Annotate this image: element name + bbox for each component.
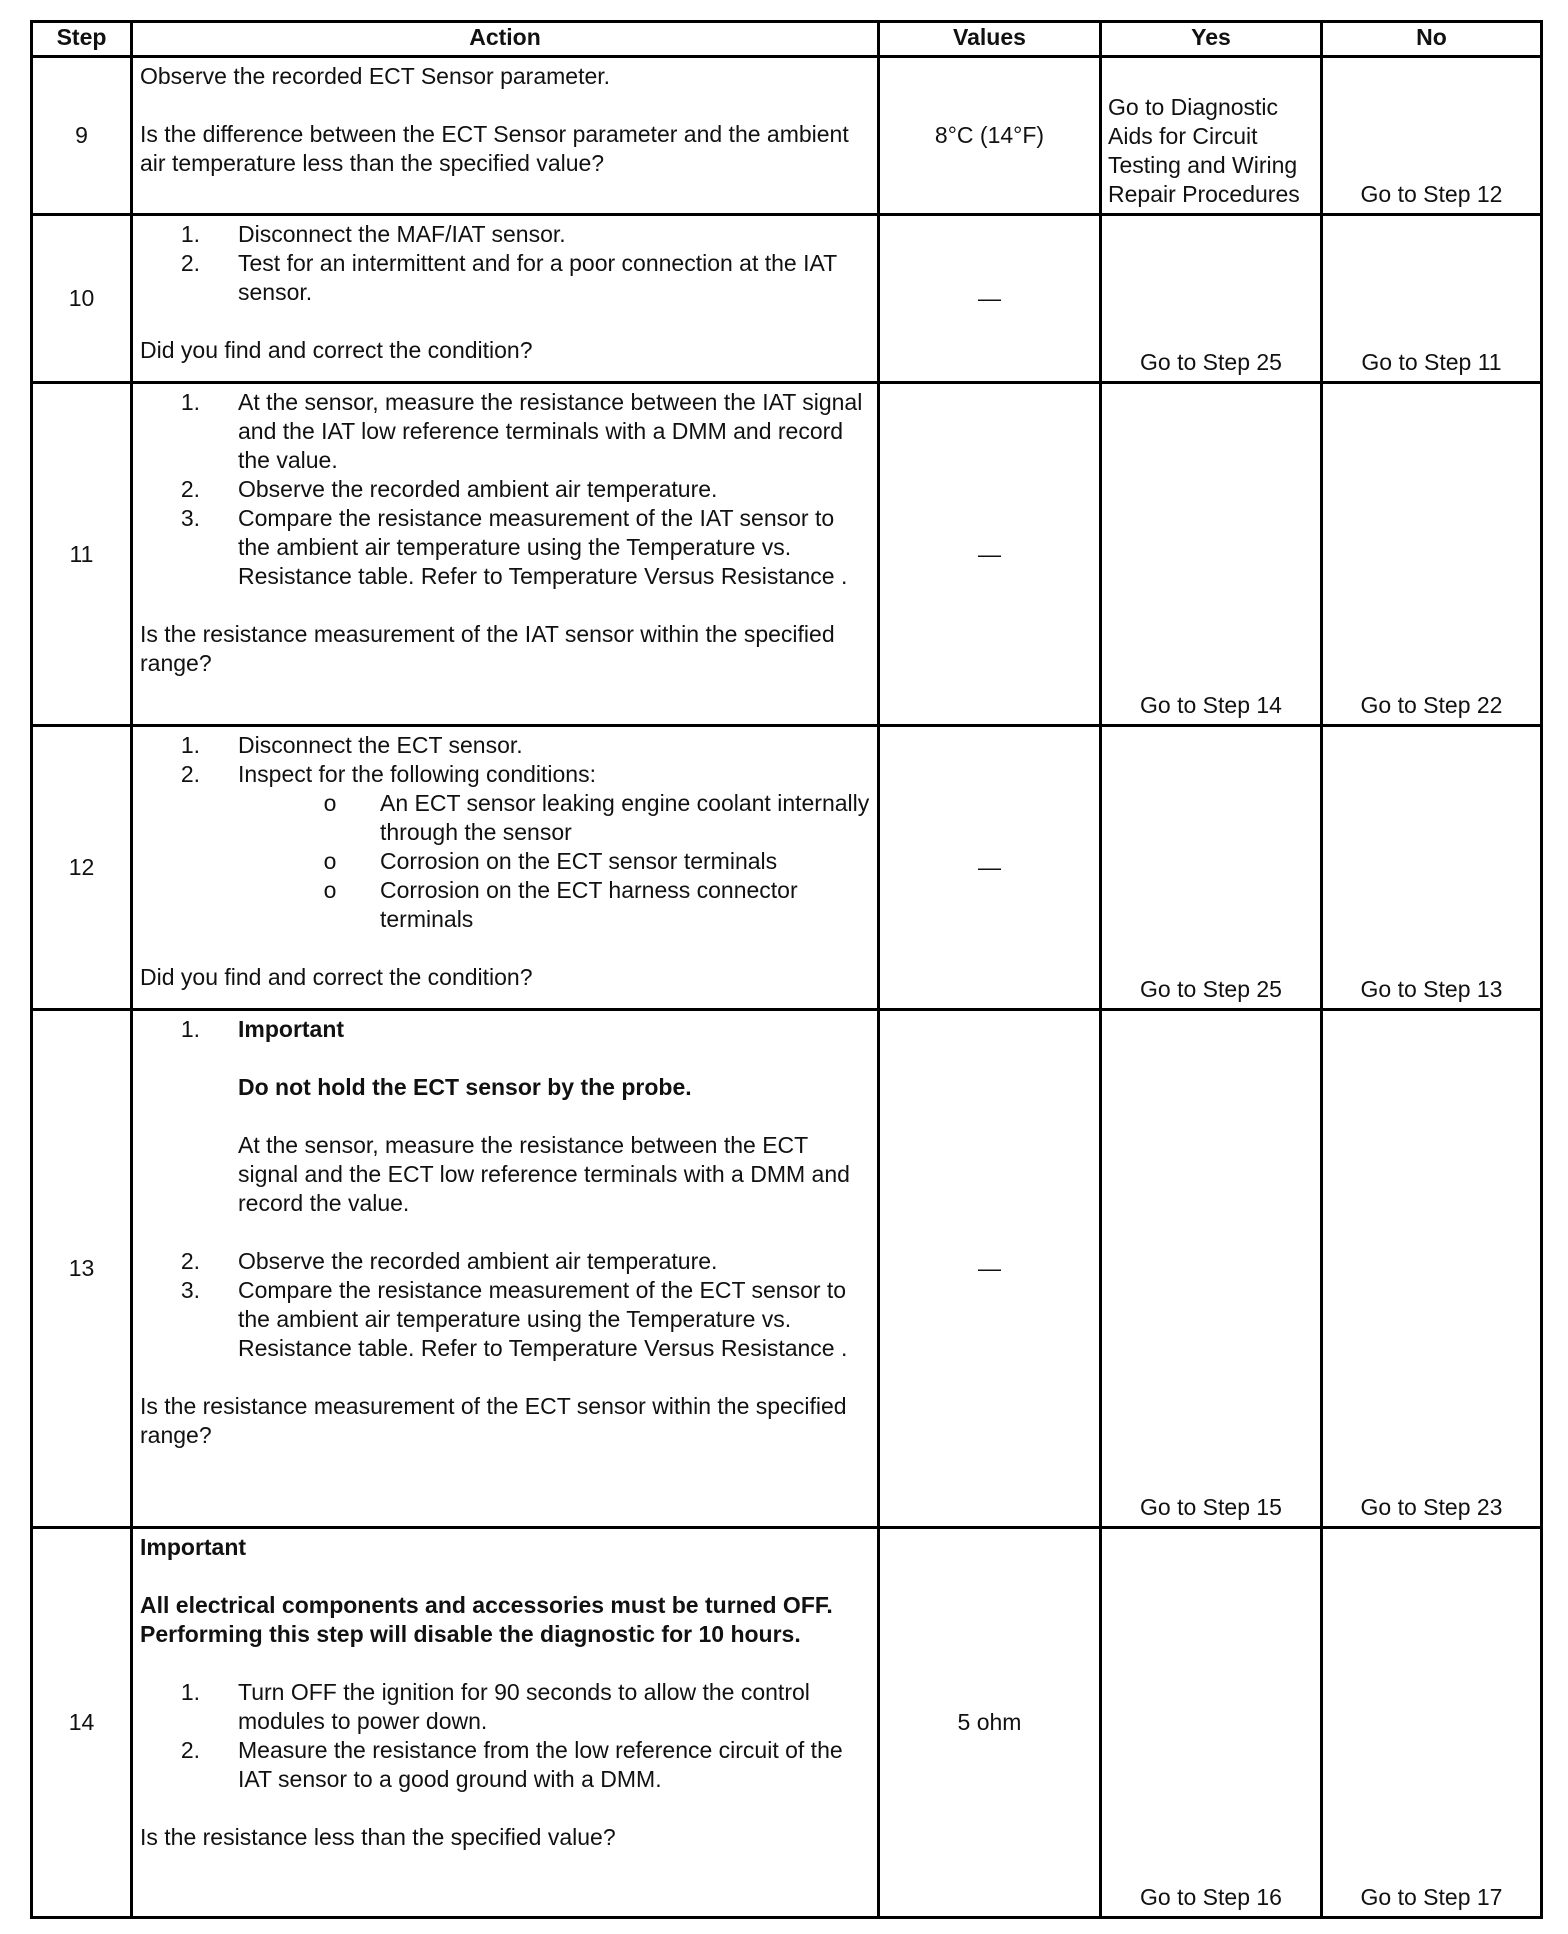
numbered-list (140, 731, 870, 789)
list-item: o Corrosion on the ECT sensor terminals (280, 847, 870, 876)
value-cell: — (879, 1010, 1101, 1528)
value-cell: — (879, 215, 1101, 383)
list-item: 3. Compare the resistance measurement of the ECT sensor to the ambient air temperature using the Temperature vs. Resistance table. Refer to Temperature Versus Resistance . (180, 1277, 848, 1361)
list-item: 1. Important Do not hold the ECT sensor by the probe. At the sensor, measure the resistance between the ECT signal and the ECT low reference terminals with a DMM and record the value. (140, 1015, 870, 1247)
table-row-step-12 (32, 726, 1542, 1010)
yes-link[interactable]: Go to Step 25 (1101, 215, 1322, 383)
numbered-list (140, 220, 870, 307)
no-link[interactable]: Go to Step 11 (1322, 215, 1542, 383)
list-item: o Corrosion on the ECT harness connector terminals (280, 876, 870, 934)
bullet-icon: o (323, 877, 337, 903)
list-item: 2. Test for an intermittent and for a poor connection at the IAT sensor. (180, 250, 837, 305)
action-question: Is the resistance less than the specified value? (140, 1824, 616, 1850)
step-number: 14 (32, 1528, 132, 1918)
action-question: Is the difference between the ECT Sensor parameter and the ambient air temperature less than the specified value? (140, 121, 849, 176)
numbered-list (140, 388, 870, 591)
bullet-icon: o (323, 848, 337, 874)
warning-text: Do not hold the ECT sensor by the probe. (238, 1074, 692, 1100)
list-item: 1. Disconnect the MAF/IAT sensor. (180, 221, 566, 247)
action-text: Observe the recorded ECT Sensor parameter. (140, 63, 611, 89)
yes-link[interactable]: Go to Step 25 (1101, 726, 1322, 1010)
step-number: 9 (32, 57, 132, 215)
list-item: o An ECT sensor leaking engine coolant internally through the sensor (280, 789, 870, 847)
step-number: 13 (32, 1010, 132, 1528)
list-item: 2. Inspect for the following conditions: (180, 761, 596, 787)
action-question: Is the resistance measurement of the ECT sensor within the specified range? (140, 1393, 847, 1448)
no-link[interactable]: Go to Step 13 (1322, 726, 1542, 1010)
value-cell: 8°C (14°F) (879, 57, 1101, 215)
bullet-icon: o (323, 790, 337, 816)
yes-link[interactable]: Go to Step 14 (1101, 383, 1322, 726)
list-item: 3. Compare the resistance measurement of the IAT sensor to the ambient air temperature using the Temperature vs. Resistance table. Refer to Temperature Versus Resistance . (180, 505, 848, 589)
header-values: Values (879, 22, 1101, 57)
step-number: 11 (32, 383, 132, 726)
action-cell (132, 1528, 879, 1918)
no-link[interactable]: Go to Step 23 (1322, 1010, 1542, 1528)
no-link[interactable]: Go to Step 17 (1322, 1528, 1542, 1918)
action-cell (132, 215, 879, 383)
action-question: Did you find and correct the condition? (140, 964, 533, 990)
list-item: 2. Observe the recorded ambient air temperature. (180, 1248, 718, 1274)
no-link[interactable]: Go to Step 12 (1322, 57, 1542, 215)
step-number: 12 (32, 726, 132, 1010)
condition-list (140, 789, 870, 934)
yes-link[interactable]: Go to Step 16 (1101, 1528, 1322, 1918)
list-item: 1. Disconnect the ECT sensor. (180, 732, 523, 758)
list-item: 2. Measure the resistance from the low reference circuit of the IAT sensor to a good ground with a DMM. (180, 1737, 843, 1792)
header-no: No (1322, 22, 1542, 57)
diagnostic-table (30, 20, 1543, 1919)
header-action: Action (132, 22, 879, 57)
header-step: Step (32, 22, 132, 57)
action-cell (132, 383, 879, 726)
value-cell: — (879, 726, 1101, 1010)
action-question: Is the resistance measurement of the IAT sensor within the specified range? (140, 621, 835, 676)
action-cell (132, 726, 879, 1010)
step-number: 10 (32, 215, 132, 383)
table-row-step-9 (32, 57, 1542, 215)
list-item: 1. Turn OFF the ignition for 90 seconds to allow the control modules to power down. (180, 1679, 810, 1734)
list-item: 2. Observe the recorded ambient air temperature. (180, 476, 718, 502)
important-label: Important (238, 1016, 345, 1042)
table-row-step-10 (32, 215, 1542, 383)
action-question: Did you find and correct the condition? (140, 337, 533, 363)
value-cell: 5 ohm (879, 1528, 1101, 1918)
yes-link[interactable]: Go to Step 15 (1101, 1010, 1322, 1528)
numbered-list (140, 1015, 870, 1363)
table-row-step-14 (32, 1528, 1542, 1918)
header-yes: Yes (1101, 22, 1322, 57)
table-row-step-11 (32, 383, 1542, 726)
no-link[interactable]: Go to Step 22 (1322, 383, 1542, 726)
important-label: Important (140, 1534, 247, 1560)
action-cell (132, 57, 879, 215)
action-cell (132, 1010, 879, 1528)
list-item: 1. At the sensor, measure the resistance between the IAT signal and the IAT low reference terminals with a DMM and record the value. (180, 389, 863, 473)
yes-link[interactable]: Go to Diagnostic Aids for Circuit Testing and Wiring Repair Procedures (1101, 57, 1322, 215)
value-cell: — (879, 383, 1101, 726)
header-row (32, 22, 1542, 57)
warning-text: All electrical components and accessories must be turned OFF. Performing this step will disable the diagnostic for 10 hours. (140, 1592, 833, 1647)
instruction-text: At the sensor, measure the resistance between the ECT signal and the ECT low reference terminals with a DMM and record the value. (238, 1132, 850, 1216)
numbered-list (140, 1678, 870, 1794)
table-row-step-13 (32, 1010, 1542, 1528)
